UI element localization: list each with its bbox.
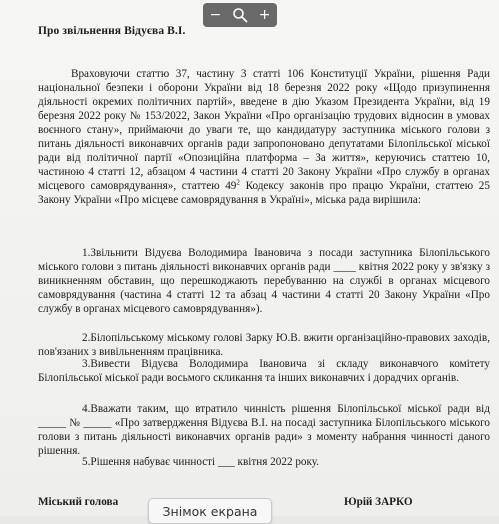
preamble-paragraph xyxy=(38,67,490,207)
zoom-in-button[interactable]: + xyxy=(258,7,271,23)
decision-item-2: 2.Білопільському міському голові Зарку Ю.В. вжити організаційно-правових заходів, пов'язаних з вивільненням працівника. xyxy=(38,332,490,358)
signature-title: Міський голова xyxy=(38,496,119,508)
screenshot-button[interactable]: Знімок екрана xyxy=(148,498,272,524)
preamble-text-end: Кодексу законів про працю України, статтею 25 Закону України «Про місцеве самоврядування в Україні», міська рада вирішила: xyxy=(38,180,490,206)
decision-item-3: 3.Вивести Відуєва Володимира Івановича зі складу виконавчого комітету Білопільської міської ради восьмого скликання та інших виконавчих і дорадчих органів. xyxy=(38,358,490,384)
decision-item-1: 1.Звільнити Відуєва Володимира Івановича з посади заступника Білопільського міського голови з питань діяльності виконавчих органів ради ____ квітня 2022 року у зв'язку з виникненням обставин, що перешкоджають перебуванню на службі в органах місцевого самоврядування (частина 4 статті 12 та абзац 4 частини 4 статті 20 Закону України «Про службу в органах місцевого самоврядування»). xyxy=(38,247,490,315)
zoom-toolbar xyxy=(203,3,277,27)
zoom-search-icon[interactable] xyxy=(230,5,250,25)
decision-item-5: 5.Рішення набуває чинності ___ квітня 2022 року. xyxy=(82,456,320,468)
document-title: Про звільнення Відуєва В.І. xyxy=(38,25,186,37)
signature-name: Юрій ЗАРКО xyxy=(344,496,413,508)
zoom-out-button[interactable]: − xyxy=(209,7,222,23)
preamble-text: Враховуючи статтю 37, частину 3 статті 106 Конституції України, рішення Ради національної безпеки і оборони України від 18 березня 2022 року «Щодо призупинення діяльності окремих політичних партій», введене в дію Указом Президента України, від 19 березня 2022 року № 153/2022, Закон України «Про організацію трудових відносин в умовах воєнного стану», приймаючи до уваги те, що кандидатуру заступника міського голови з питань діяльності виконавчих органів ради запропоновано депутатами Білопільської міської ради від політичної партії «Опозиційна платформа – За життя», керуючись статтею 10, частиною 4 статті 12, абзацом 4 частини 4 статті 20 Закону України «Про службу в органах місцевого самоврядування», статтею 49 xyxy=(38,68,490,192)
decision-item-4: 4.Вважати таким, що втратило чинність рішення Білопільської міської ради від _____ № _____ «Про затвердження Відуєва В.І. на посаді заступника Білопільського міського голови з питань діяльності виконавчих органів ради» з моменту набрання чинності даного рішення. xyxy=(38,403,490,457)
preamble-superscript: 2 xyxy=(236,178,240,187)
